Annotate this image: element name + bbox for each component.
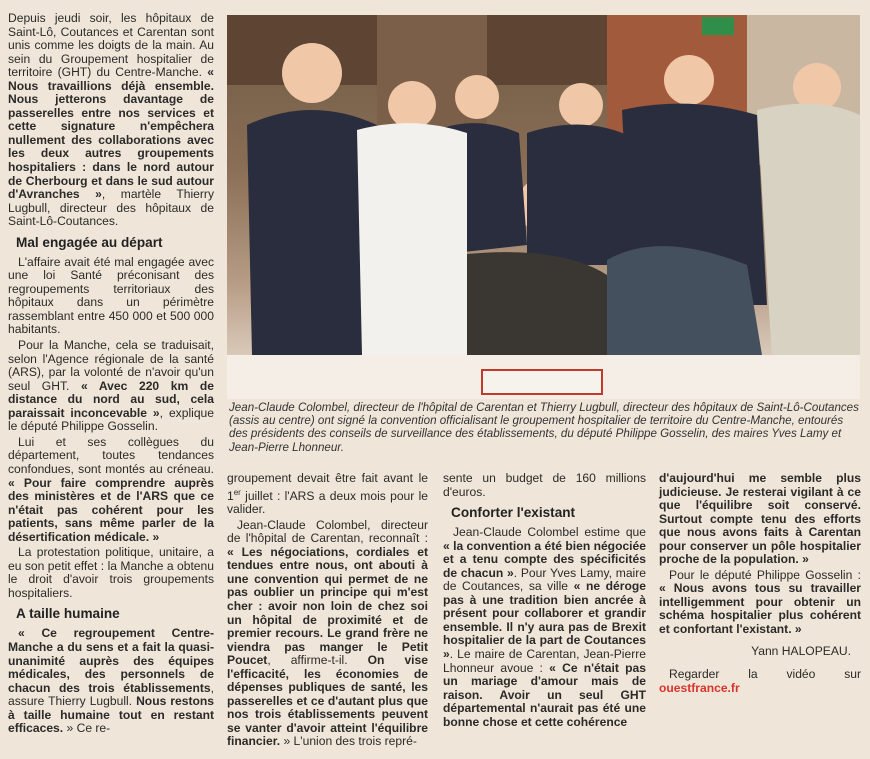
author-signature: Yann HALOPEAU. (751, 643, 851, 658)
article-column-2 (227, 472, 428, 751)
paragraph: Depuis jeudi soir, les hôpitaux de Saint-Lô, Coutances et Carentan sont unis comme les doigts de la main. Au sein du Groupement hospitalier de territoire (GHT) du Centre-Manche. « Nous travaillions déjà ensemble. Nous jetterons davantage de passerelles entre nos services et cette signature n'empêchera nullement des collaborations avec les deux autres groupements hospitaliers : dans le nord autour de Cherbourg et dans le sud autour d'Avranches », martèle Thierry Lugbull, directeur des hôpitaux de Saint-Lô-Coutances. (8, 11, 214, 229)
paragraph: d'aujourd'hui me semble plus judicieuse. Je resterai vigilant à ce que l'équilibre soit conservé. Surtout compte tenu des efforts que nous avons faits à Carentan pour conserver un pôle hospitalier proche de la population. » (659, 471, 861, 567)
article-column-4 (659, 472, 861, 697)
subheading-conforter: Conforter l'existant (451, 505, 576, 521)
article-photo (227, 15, 860, 399)
paragraph: L'affaire avait été mal engagée avec une loi Santé préconisant des regroupements territoriaux des hôpitaux dans un périmètre rassemblant entre 450 000 et 500 000 habitants. (8, 254, 214, 337)
paragraph: Pour le député Philippe Gosselin : « Nous avons tous su travailler intelligemment pour obtenir un schéma hospitalier plus cohérent et confortant l'existant. » (659, 567, 861, 637)
paragraph: « Ce regroupement Centre-Manche a du sens et a fait la quasi-unanimité auprès des équipes médicales, des personnels de chacun des trois établissements, assure Thierry Lugbull. Nous restons à taille humaine tout en restant efficaces. » Ce re- (8, 626, 214, 736)
paragraph: Jean-Claude Colombel estime que « la convention a été bien négociée et a tenu compte des spécificités de chacun ». Pour Yves Lamy, maire de Coutances, sa ville « ne déroge pas à une tradition bien ancrée à présent pour collaborer et grandir ensemble. Il n'y aura pas de Brexit hospitalier de la part de Coutances ». Le maire de Carentan, Jean-Pierre Lhonneur avoue : « Ce n'était pas un mariage d'amour mais de raison. Avoir un seul GHT départemental n'aurait pas été une bonne chose et cette cohérence (443, 525, 647, 729)
exit-sign-icon (702, 17, 734, 35)
paragraph: Jean-Claude Colombel, directeur de l'hôpital de Carentan, reconnaît : « Les négociations, cordiales et tendues entre nous, ont abouti à une convention qui permet de ne pas oublier un principe qui m'est cher : avoir non loin de chez soi un hôpital de proximité et de premier recours. Le grand frère ne viendra pas manger le Petit Poucet, affirme-t-il. On vise l'efficacité, les économies de dépenses publiques de santé, les passerelles et ce d'autant plus que nos trois établissements peuvent se vanter d'avoir atteint l'équilibre financier. » L'union des trois repré- (227, 517, 428, 749)
paragraph: sente un budget de 160 millions d'euros. (443, 471, 646, 499)
article-column-1 (8, 12, 214, 738)
paragraph: La protestation politique, unitaire, a eu son petit effet : la Manche a obtenu le droit d'avoir trois groupements hospitaliers. (8, 545, 214, 600)
subheading-mal-engagee: Mal engagée au départ (16, 234, 163, 250)
paragraph: Pour la Manche, cela se traduisait, selon l'Agence régionale de la santé (ARS), par la volonté de n'avoir qu'un seul GHT. « Avec 220 km de distance du nord au sud, cela paraissait inconcevable », explique le député Philippe Gosselin. (8, 338, 214, 434)
paragraph: groupement devait être fait avant le 1er juillet : l'ARS a deux mois pour le valider. (227, 471, 428, 517)
paragraph: Lui et ses collègues du département, toutes tendances confondues, sont montés au créneau. « Pour faire comprendre auprès des ministères et de l'ARS que ce n'était pas cohérent pour les patients, sans même parler de la désertification médicale. » (8, 434, 214, 544)
video-note: Regarder la vidéo sur ouestfrance.fr (659, 667, 861, 695)
ouestfrance-link[interactable]: ouestfrance.fr (659, 680, 740, 695)
photo-caption: Jean-Claude Colombel, directeur de l'hôpital de Carentan et Thierry Lugbull, directeur des hôpitaux de Saint-Lô-Coutances (assis au centre) ont signé la convention officialisant le groupement hospitalier de territoire du Centre-Manche, entourés des présidents des conseils de surveillance des établissements, du député Philippe Gosselin, des maires Yves Lamy et Jean-Pierre Lhonneur. (229, 401, 859, 454)
article-column-3 (443, 472, 646, 731)
subheading-taille-humaine: A taille humaine (16, 606, 120, 622)
photo-illustration (227, 15, 860, 399)
